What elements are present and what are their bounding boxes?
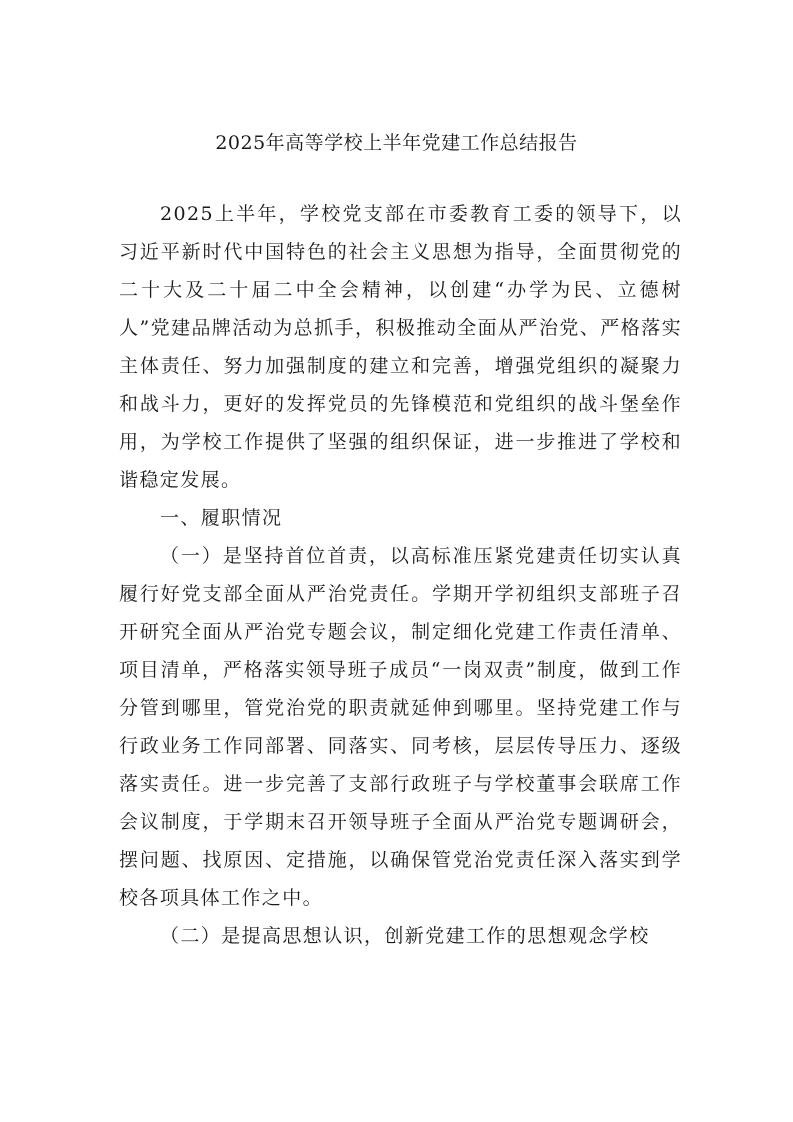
subsection-paragraph-2: （二）是提高思想认识，创新党建工作的思想观念学校 <box>160 925 650 947</box>
subsection-paragraph-1: （一）是坚持首位首责，以高标准压紧党建责任切实认真履行好党支部全面从严治党责任。学期开学初组织支部班子召开研究全面从严治党专题会议，制定细化党建工作责任清单、项目清单，严格落实领导班子成员“一岗双责”制度，做到工作分管到哪里，管党治党的职责就延伸到哪里。坚持党建工作与行政业务工作同部署、同落实、同考核，层层传导压力、逐级落实责任。进一步完善了支部行政班子与学校董事会联席工作会议制度，于学期末召开领导班子全面从严治党专题调研会，摆问题、找原因、定措施，以确保管党治党责任深入落实到学校各项具体工作之中。 <box>119 545 682 909</box>
intro-paragraph: 2025上半年，学校党支部在市委教育工委的领导下，以习近平新时代中国特色的社会主义思想为指导，全面贯彻党的二十大及二十届二中全会精神，以创建“办学为民、立德树人”党建品牌活动为总抓手，积极推动全面从严治党、严格落实主体责任、努力加强制度的建立和完善，增强党组织的凝聚力和战斗力，更好的发挥党员的先锋模范和党组织的战斗堡垒作用，为学校工作提供了坚强的组织保证，进一步推进了学校和谐稳定发展。 <box>119 203 682 491</box>
section-heading-duty: 一、履职情况 <box>160 507 283 529</box>
document-body <box>119 195 682 955</box>
document-title: 2025年高等学校上半年党建工作总结报告 <box>215 132 578 154</box>
